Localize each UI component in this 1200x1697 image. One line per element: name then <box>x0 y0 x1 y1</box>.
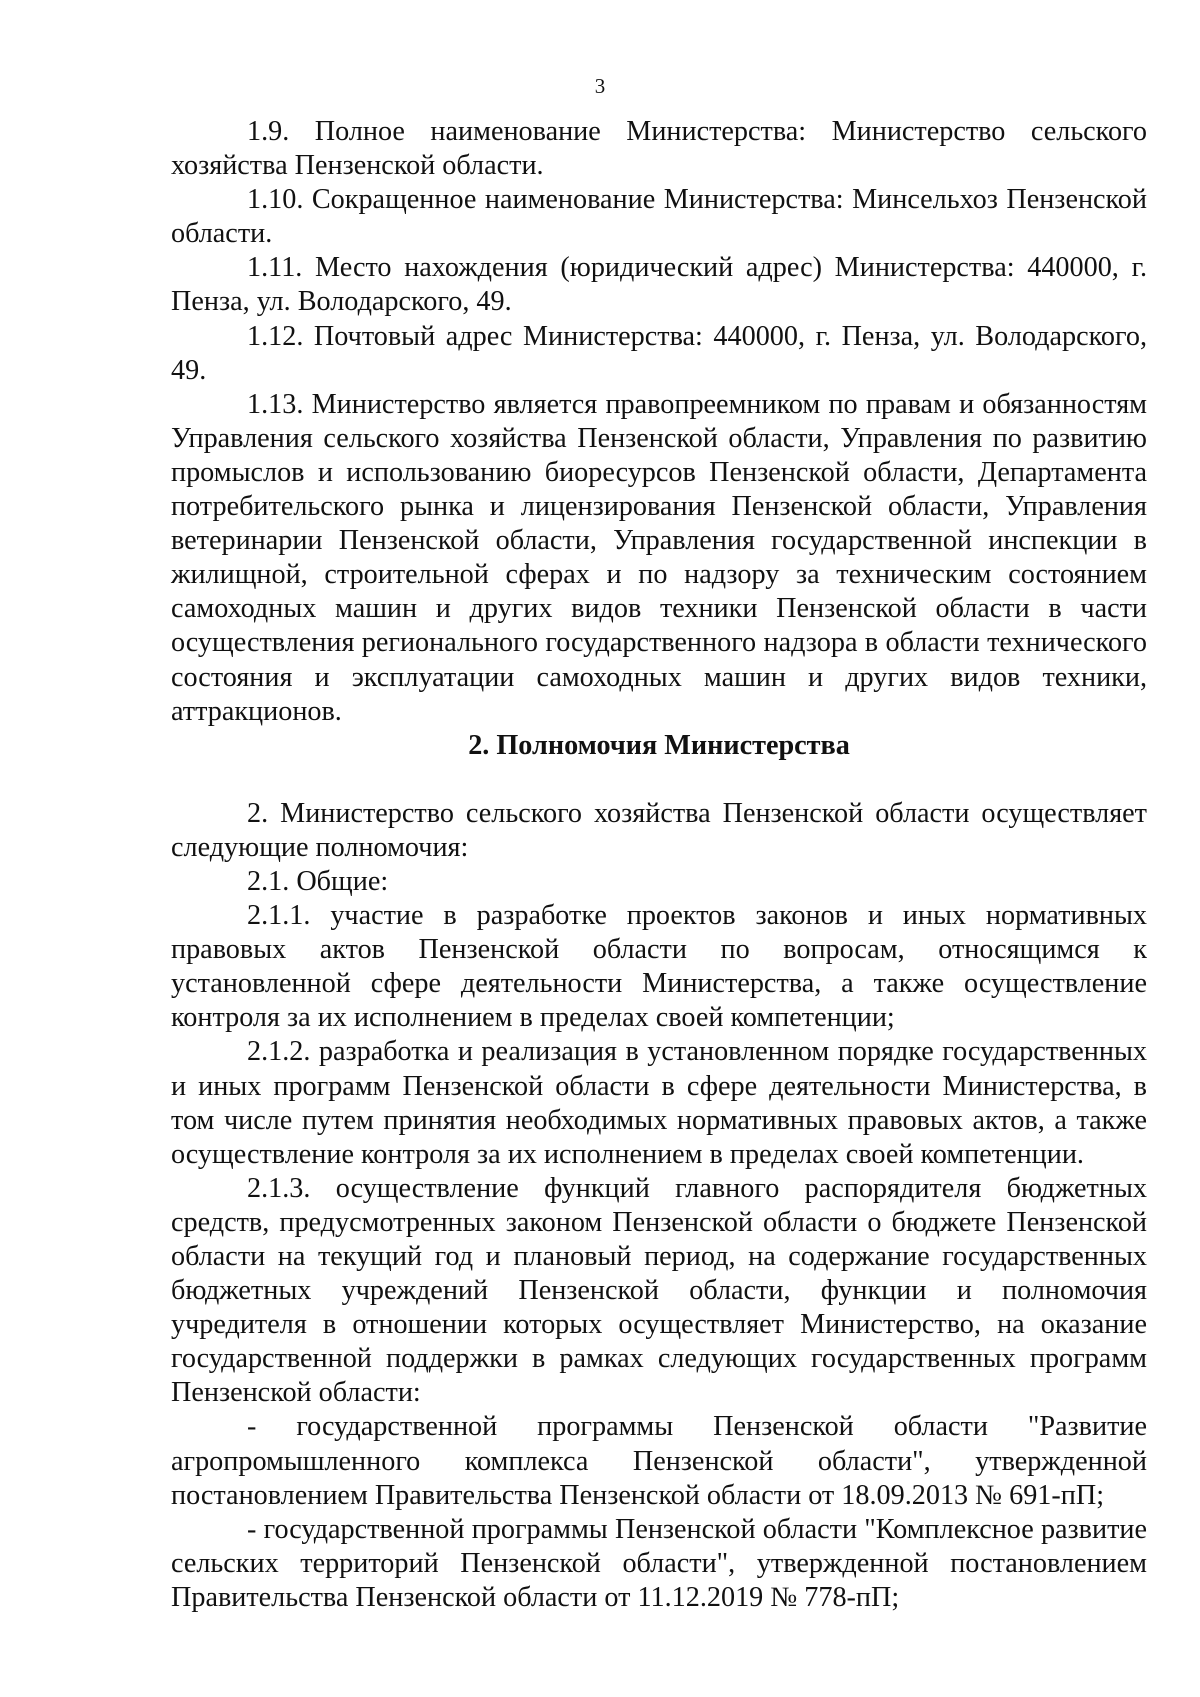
paragraph-2-1-3: 2.1.3. осуществление функций главного распорядителя бюджетных средств, предусмотренных законом Пензенской области о бюджете Пензенской области на текущий год и плановый период, на содержание государственных бюджетных учреждений Пензенской области, функции и полномочия учредителя в отношении которых осуществляет Министерство, на оказание государственной поддержки в рамках следующих государственных программ Пензенской области: <box>171 1172 1147 1409</box>
paragraph-1-12: 1.12. Почтовый адрес Министерства: 440000, г. Пенза, ул. Володарского, 49. <box>171 320 1147 386</box>
page-number: 3 <box>594 74 606 98</box>
paragraph-2-1-1: 2.1.1. участие в разработке проектов законов и иных нормативных правовых актов Пензенской области по вопросам, относящимся к установленной сфере деятельности Министерства, а также осуществление контроля за их исполнением в пределах своей компетенции; <box>171 900 1147 1034</box>
paragraph-2-1: 2.1. Общие: <box>247 865 389 897</box>
list-item-program-rural: - государственной программы Пензенской области "Комплексное развитие сельских территорий Пензенской области", утвержденной постановлением Правительства Пензенской области от 11.12.2019 № 778-пП; <box>171 1513 1147 1613</box>
paragraph-1-11: 1.11. Место нахождения (юридический адрес) Министерства: 440000, г. Пенза, ул. Володарского, 49. <box>171 252 1147 318</box>
document-body <box>171 115 1147 1615</box>
paragraph-1-10: 1.10. Сокращенное наименование Министерства: Минсельхоз Пензенской области. <box>171 184 1147 250</box>
paragraph-2: 2. Министерство сельского хозяйства Пензенской области осуществляет следующие полномочия: <box>171 797 1147 863</box>
paragraph-2-1-2: 2.1.2. разработка и реализация в установленном порядке государственных и иных программ Пензенской области в сфере деятельности Министерства, в том числе путем принятия необходимых нормативных правовых актов, а также осуществление контроля за их исполнением в пределах своей компетенции. <box>171 1036 1147 1170</box>
paragraph-1-9: 1.9. Полное наименование Министерства: Министерство сельского хозяйства Пензенской области. <box>171 116 1147 182</box>
list-item-program-agro: - государственной программы Пензенской области "Развитие агропромышленного комплекса Пензенской области", утвержденной постановлением Правительства Пензенской области от 18.09.2013 № 691-пП; <box>171 1411 1147 1511</box>
section-2-heading: 2. Полномочия Министерства <box>468 729 850 761</box>
paragraph-1-13: 1.13. Министерство является правопреемником по правам и обязанностям Управления сельского хозяйства Пензенской области, Управления по развитию промыслов и использованию биоресурсов Пензенской области, Департамента потребительского рынка и лицензирования Пензенской области, Управления ветеринарии Пензенской области, Управления государственной инспекции в жилищной, строительной сферах и по надзору за техническим состоянием самоходных машин и других видов техники Пензенской области в части осуществления регионального государственного надзора в области технического состояния и эксплуатации самоходных машин и других видов техники, аттракционов. <box>171 388 1147 727</box>
